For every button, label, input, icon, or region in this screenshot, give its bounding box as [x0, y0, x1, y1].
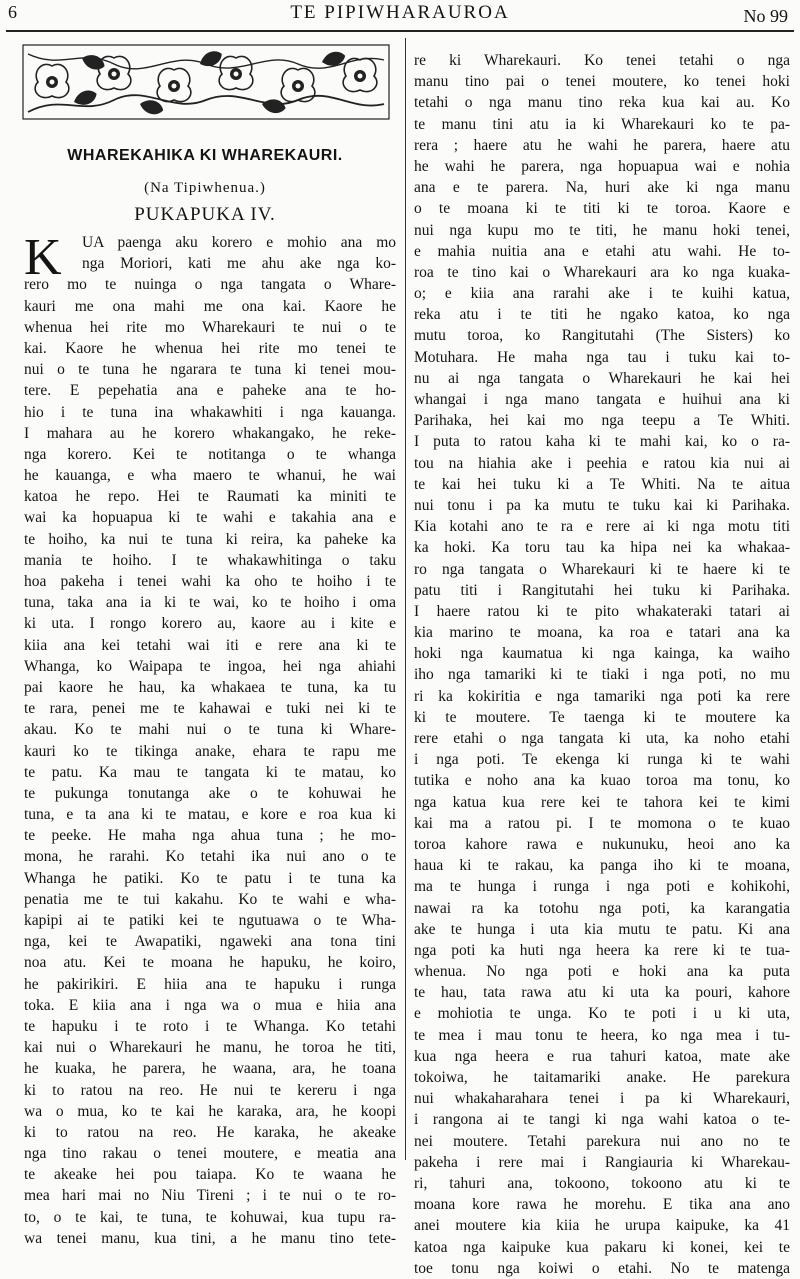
text-line: ma te hunga i runga i nga poti e kohikohi, — [414, 878, 790, 896]
text-line: te rara, penei me te kahawai e tuki nei ki te — [24, 700, 396, 718]
page-number: 6 — [8, 2, 17, 22]
text-line: patu titi i Rangitutahi hei tuku ki Parihaka. — [414, 581, 790, 599]
text-line: toroa kahore rawa e nukunuku, heoi ano ka — [414, 835, 790, 853]
text-line: anei moutere kia kiia he urupa kaipuke, ka 41 — [414, 1217, 790, 1235]
page-header — [0, 0, 800, 30]
text-line: kauri ko te tikinga anake, ehara te rapu me — [24, 742, 396, 760]
text-line: pai kaore he hau, ka whakaea te tuna, ka tu — [24, 678, 396, 696]
text-line: Motuhara. He maha nga tau i tuku kai to- — [414, 348, 790, 366]
text-line: nui tonu i pa ka mutu te tuku kai ki Parihaka. — [414, 496, 790, 514]
text-line: wa o mua, ko te kai he karaka, ara, he koopi — [24, 1102, 396, 1120]
text-line: Whanga he patiki. Ko te patu i te tuna ka — [24, 869, 396, 887]
left-column — [10, 44, 400, 1247]
right-body-text — [414, 50, 790, 1279]
text-line: kiia ana kei tetahi wai iti e rere ana ki te — [24, 636, 396, 654]
right-column — [414, 50, 794, 1277]
text-line: roa te tino kai o Wharekauri ara ko nga kuaka- — [414, 263, 790, 281]
text-line: I mahara au he korero whakangako, he reke- — [24, 424, 396, 442]
text-line: kai ma a ratou pi. I te momona o te kuao — [414, 814, 790, 832]
article-title: WHAREKAHIKA KI WHAREKAURI. — [67, 147, 343, 164]
text-line: nawai ra ka totohu nga poti, ka karangatia — [414, 899, 790, 917]
column-divider — [405, 38, 406, 1160]
text-line: te kai hei tuku ki a Te Whiti. Na te aitua — [414, 475, 790, 493]
text-line: kia marino te moana, ka roa e tatari ana ka — [414, 624, 790, 642]
text-line: nui o te tuna he ngarara te tuna ki tenei mou- — [24, 361, 396, 379]
text-line: tutika e noho ana ka kuao toroa ma tonu, ko — [414, 772, 790, 790]
text-line: ro nga tangata o Wharekauri ki te haere ki te — [414, 560, 790, 578]
text-line: moana kore rawa he morehu. E tika ana ano — [414, 1196, 790, 1214]
chapter-heading: PUKAPUKA IV. — [134, 204, 276, 225]
issue-number: No 99 — [743, 6, 788, 26]
text-line: nu ai nga tangata o Wharekauri he kai hei — [414, 369, 790, 387]
text-line: Kia kotahi ano te ra e rere ai ki nga motu titi — [414, 518, 790, 536]
text-line: rero mo te nuinga o nga tangata o Whare- — [24, 276, 396, 294]
floral-ornament-banner — [22, 44, 390, 120]
left-body-text — [24, 229, 396, 1249]
text-line: te mea i mau tonu te heera, ko nga mea i tu- — [414, 1026, 790, 1044]
text-line: nga poti ka huti nga heera ka rere ki te tua- — [414, 941, 790, 959]
text-line: te hau, tata rawa atu ki uta ka pouri, kahore — [414, 984, 790, 1002]
text-line: kauri me ona mahi me ona kai. Kaore he — [24, 297, 396, 315]
text-line: tere. E pepehatia ana e paheke ana te ho- — [24, 382, 396, 400]
text-line: tetahi o nga manu tino reka kua kai au. Ko — [414, 94, 790, 112]
byline: (Na Tipiwhenua.) — [144, 180, 266, 196]
text-line: I puta to ratou kaha ki te mahi kai, ko o ra- — [414, 433, 790, 451]
text-line: kai. Kaore he whenua hei rite mo tenei te — [24, 339, 396, 357]
text-line: hoa pakeha i tenei wahi ka oho te hoiho i te — [24, 573, 396, 590]
text-line: nga, kei te Awapatiki, ngaweki ana tona tini — [24, 933, 396, 951]
text-line: nei moutere. Tetahi parekura nui ano no te — [414, 1132, 790, 1150]
text-line: re ki Wharekauri. Ko tenei tetahi o nga — [414, 52, 790, 69]
text-line: pakeha i rere mai i Rangiauria ki Wharekau- — [414, 1153, 790, 1171]
text-line: te patu. Ka mau te tangata ki te matau, ko — [24, 763, 396, 781]
text-line: whangai i nga mano tangata e huihui ana ki — [414, 391, 790, 408]
text-line: he wahi he parera, nga hopuapua wai e nohia — [414, 157, 790, 175]
text-line: he kauanga, e wha maero te whanui, he wai — [24, 467, 396, 485]
text-line: Whanga, ko Waipapa te ingoa, hei nga ahiahi — [24, 657, 396, 675]
text-line: ka hoki. Ka toru tau ka hipa nei ka whakaa- — [414, 539, 790, 557]
text-line: te hoiho, ka nui te tuna ki reira, ka paheke ka — [24, 530, 396, 548]
text-line: kua nga heera e rua tahuri katoa, mate ake — [414, 1047, 790, 1065]
text-line: he kuaka, he parera, he waana, ara, he toana — [24, 1060, 396, 1078]
text-line: I haere ratou ki te pito whakateraki tatari ai — [414, 602, 790, 620]
text-line: ki uta. I rongo korero au, kaore au i kite e — [24, 615, 396, 633]
text-line: UA paenga aku korero e mohio ana mo — [82, 234, 396, 251]
text-line: rera ; haere atu he wahi he parera, haere atu — [414, 136, 790, 154]
text-line: i rangona ai te tangi ki nga wahi katoa o te- — [414, 1111, 790, 1129]
text-line: to, o te kai, te tuna, te kohuwai, kua tupu ra- — [24, 1208, 396, 1226]
text-line: ki te moutere. Te taenga ki te moutere ka — [414, 708, 790, 726]
text-line: hio i te tuna ina whakawhiti i nga kauanga. — [24, 403, 396, 421]
text-line: ki to ratou na reo. He nui te kereru i nga — [24, 1081, 396, 1099]
text-line: nga tino rakau o tenei moutere, e meatia ana — [24, 1145, 396, 1163]
text-line: iho nga tamariki ki te tiaki i nga poti, no mu — [414, 666, 790, 684]
text-line: toka. E kiia ana i nga wa o mua e hiia ana — [24, 996, 396, 1014]
header-rule — [6, 30, 794, 32]
text-line: ri, tahuri ana, tokoono, tokoono atu ki te — [414, 1174, 790, 1192]
text-line: whenua hei rite mo Wharekauri te nui o te — [24, 318, 396, 336]
text-line: nui nga kupu mo te titi, he manu hoki tenei, — [414, 221, 790, 239]
text-line: ake te hunga i uta kia mutu te patu. Ki ana — [414, 920, 790, 938]
text-line: wa tenei manu, kua tini, a he manu tino tete- — [24, 1229, 396, 1247]
text-line: ki to ratou na reo. He karaka, he akeake — [24, 1123, 396, 1141]
text-line: e mahia nuitia ana e etahi atu wahi. He to- — [414, 242, 790, 260]
text-line: whenua. No nga poti e hoki ana ka puta — [414, 963, 790, 981]
text-line: noa atu. Kei te moana he hapuku, he koiro, — [24, 954, 396, 972]
drop-cap: K — [24, 229, 62, 286]
text-line: e mohiotia te unga. Ko te poti i u ki uta, — [414, 1005, 790, 1023]
text-line: nga Moriori, kati me ahu ake nga ko- — [82, 255, 396, 273]
text-line: nga korero. Kei te notitanga o te whanga — [24, 445, 396, 463]
text-line: mea hari mai no Niu Tireni ; i te nui o te ro- — [24, 1187, 396, 1205]
text-line: mania te hoiho. I te whakawhitinga o taku — [24, 551, 396, 569]
text-line: kai nui o Wharekauri he manu, he toroa he titi, — [24, 1039, 396, 1057]
text-line: mona, he rarahi. Ko tetahi ika nui ano o te — [24, 848, 396, 866]
text-line: ri ka kokiritia e nga tamariki nga poti ka rere — [414, 687, 790, 705]
text-line: rere etahi o nga tangata ki uta, ka noho etahi — [414, 730, 790, 747]
text-line: katoa he repo. Hei te Raumati ka miniti te — [24, 488, 396, 506]
text-line: te hapuku i te roto i te Whanga. Ko tetahi — [24, 1017, 396, 1035]
text-line: he pakirikiri. E hiia ana te hapuku i runga — [24, 975, 396, 993]
text-line: akau. Ko te mahi nui o te tuna ki Whare- — [24, 721, 396, 739]
text-line: kapipi ai te patiki kei te ngutuawa o te Wha- — [24, 912, 396, 929]
text-line: i nga poti. Te ekenga ki runga ki te wahi — [414, 751, 790, 769]
text-line: te akeake hei pou taiapa. Ko te waana he — [24, 1166, 396, 1184]
text-line: tokoiwa, he taitamariki anake. He parekura — [414, 1069, 790, 1086]
text-line: reka atu i te titi he ngako katoa, ko nga — [414, 306, 790, 324]
text-line: Parihaka, hei kai mo nga teepu a Te Whiti. — [414, 412, 790, 430]
text-line: mutu toroa, ko Rangitutahi (The Sisters) ko — [414, 327, 790, 345]
text-line: wai ka hopuapua ki te wahi e takahia ana e — [24, 509, 396, 527]
text-line: manu tino pai o tenei moutere, ko tenei hoki — [414, 73, 790, 91]
text-line: toe tonu nga koiwi o etahi. No te matenga — [414, 1259, 790, 1277]
text-line: penatia me te tui kakahu. Ko te wahi e wha- — [24, 890, 396, 908]
text-line: tuna, taka ana ia ki te wai, ko te hoiho i oma — [24, 594, 396, 612]
text-line: o; e kiia ana rarahi ake i te kuihi katua, — [414, 285, 790, 303]
newspaper-title: TE PIPIWHARAUROA — [290, 2, 510, 23]
text-line: te manu tini atu ia ki Wharekauri ko te pa- — [414, 115, 790, 133]
text-line: hoki nga kaumatua ki nga kainga, ka waiho — [414, 645, 790, 663]
text-line: ana e te parera. Na, huri ake ki nga manu — [414, 179, 790, 197]
text-line: nui whakaharahara tenei i pa ki Wharekauri, — [414, 1090, 790, 1108]
text-line: katoa nga kaipuke kua pakaru ki konei, kei te — [414, 1238, 790, 1256]
text-line: te peeke. He maha nga ahua tuna ; he mo- — [24, 827, 396, 845]
text-line: te pukunga tonutanga ake o te kohuwai he — [24, 784, 396, 802]
text-line: tou na hiahia ake i peehia e ratou kia nui ai — [414, 454, 790, 472]
text-line: haua ki te rakau, ka panga iho ki te moana, — [414, 857, 790, 875]
text-line: o te moana ki te titi ki te toroa. Kaore e — [414, 200, 790, 218]
text-line: tuna, e ta ana ki te matau, e kore e roa kua ki — [24, 806, 396, 824]
text-line: nga katua kua rere kei te tahora kei te kimi — [414, 793, 790, 811]
